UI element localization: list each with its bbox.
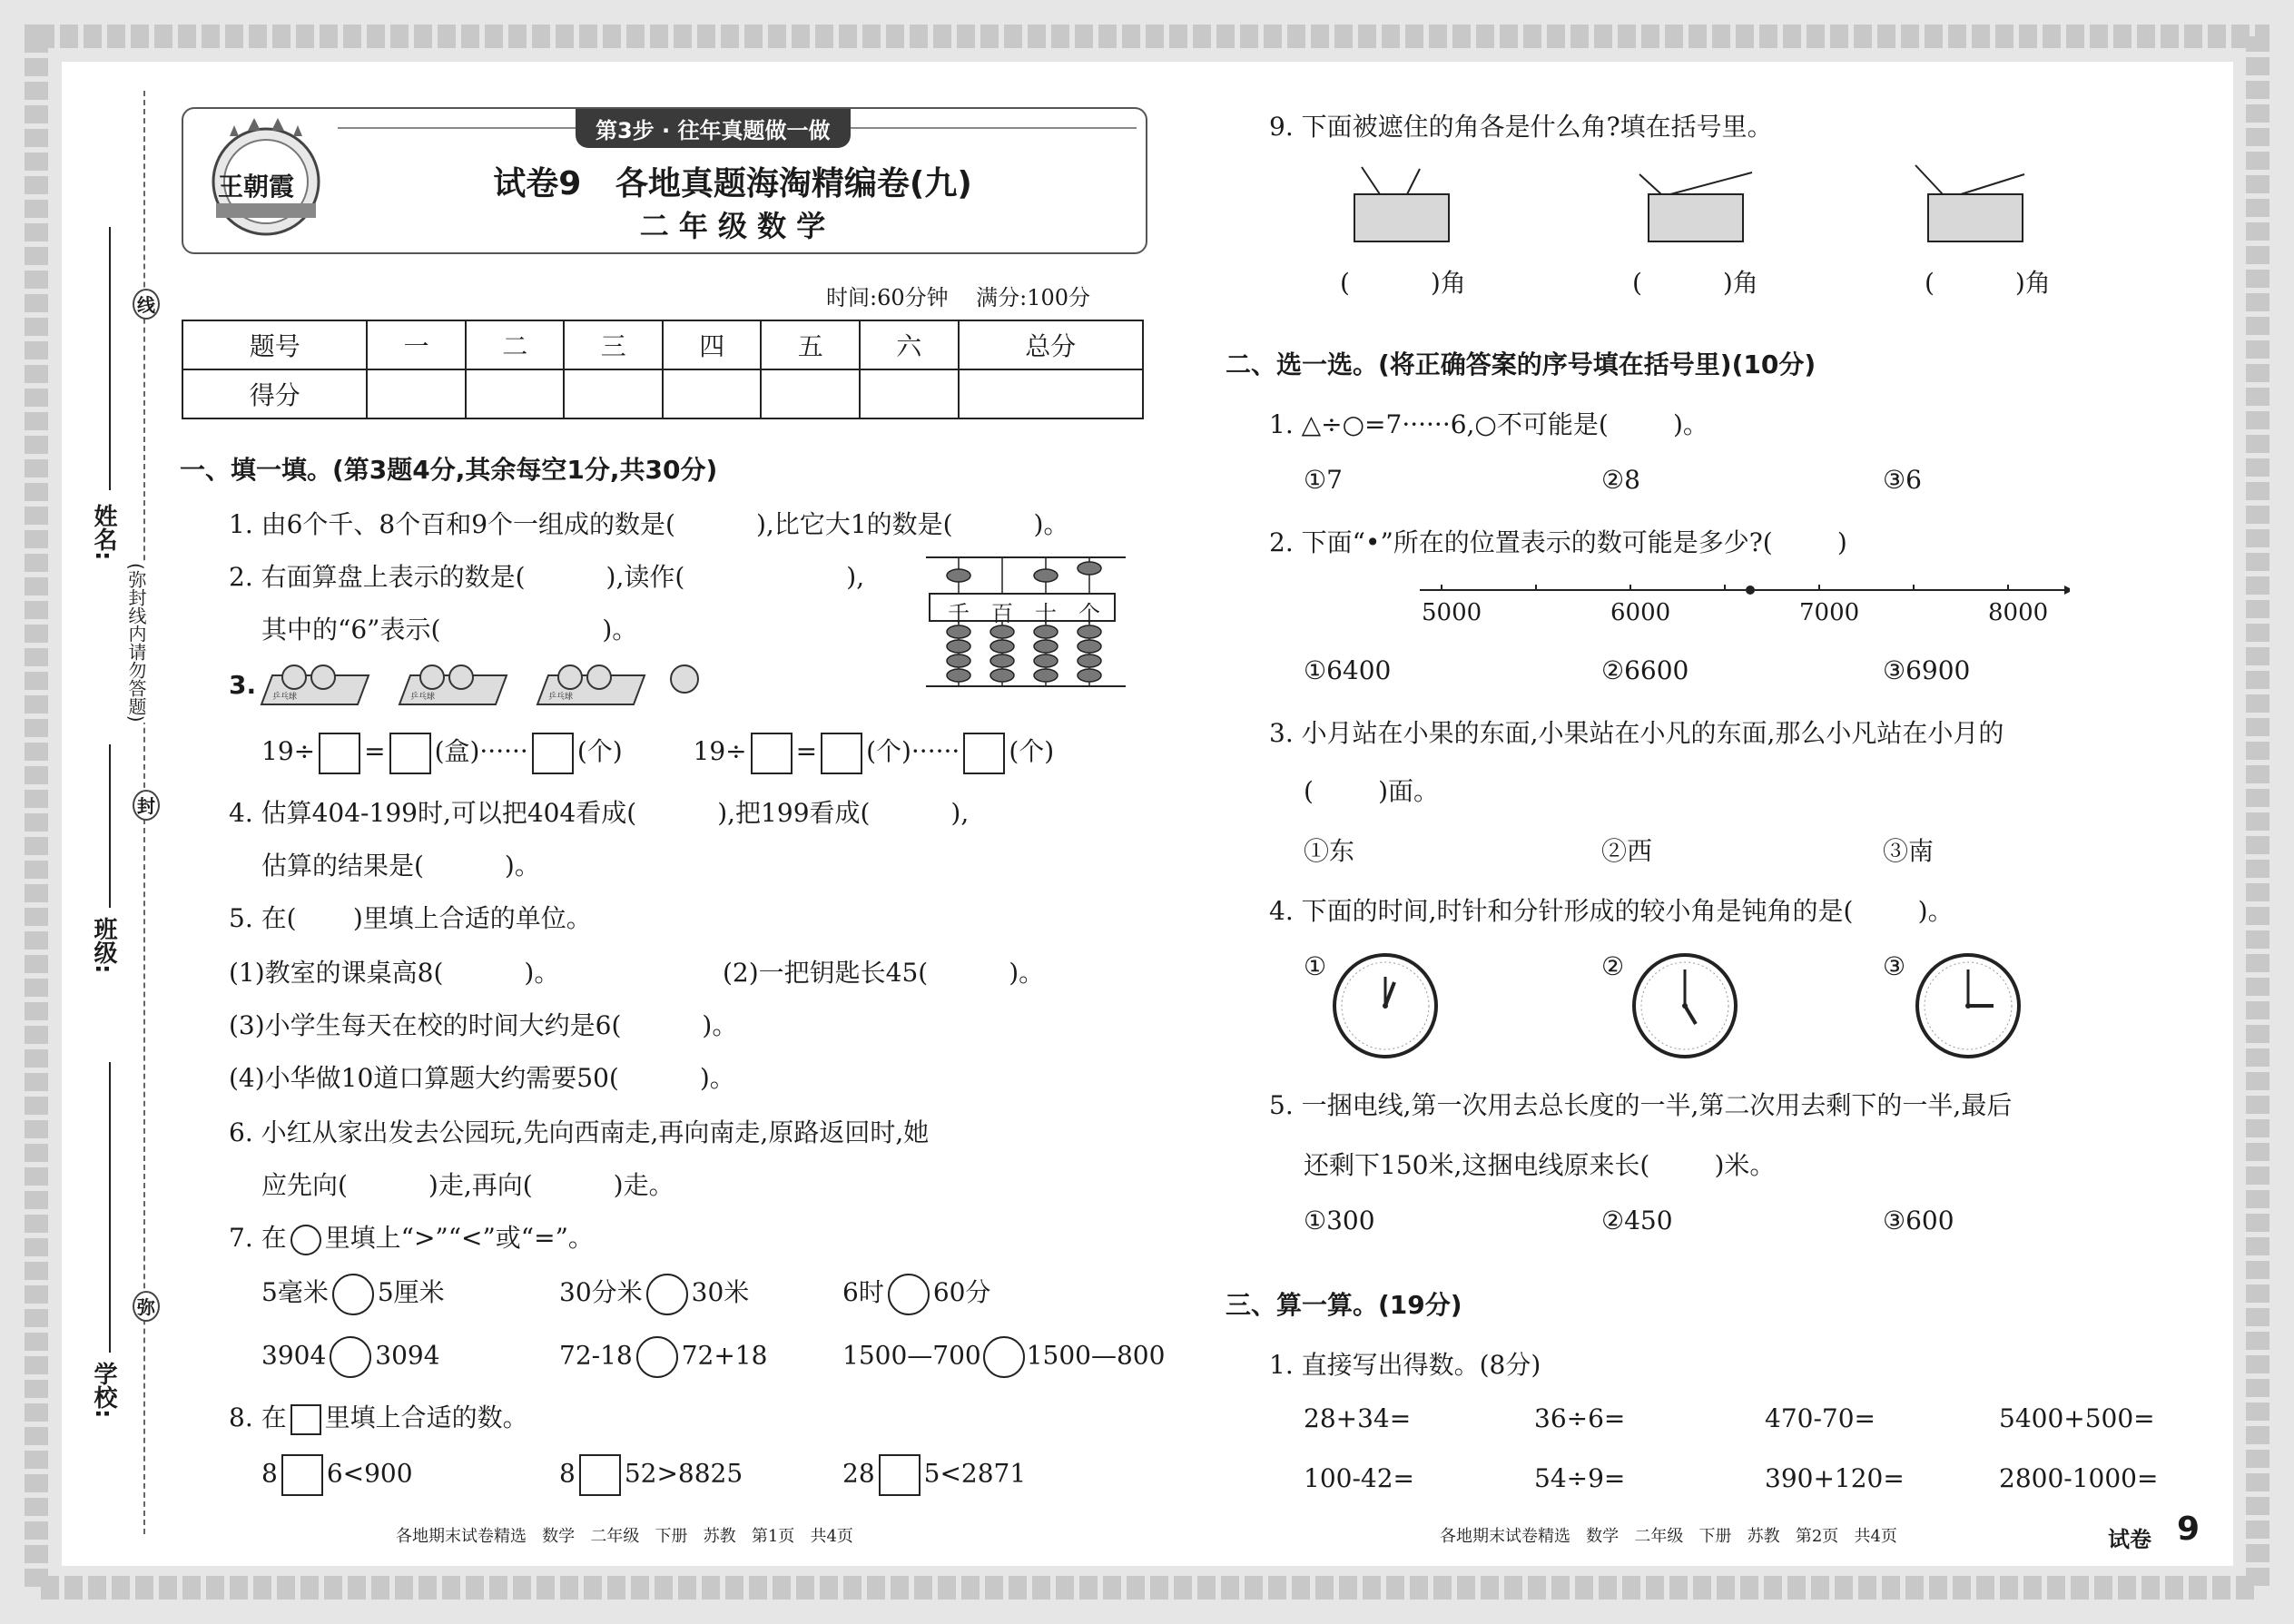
q5-item3: (3)小学生每天在校的时间大约是6( )。 — [229, 1010, 738, 1040]
q3-text: (个) — [1009, 736, 1055, 766]
q8-item — [842, 1454, 1026, 1496]
numline-label: 5000 — [1422, 599, 1482, 626]
hidden-angles-figure — [1353, 158, 2043, 249]
binding-name-label: 姓名: — [90, 504, 117, 561]
clock-icon — [1630, 951, 1739, 1060]
table-cell: 得分 — [182, 369, 367, 418]
q6-text: 6. 小红从家出发去公园玩,先向西南走,再向南走,原路返回时,她 — [229, 1117, 930, 1147]
table-cell: 六 — [860, 320, 959, 369]
option: ①7 — [1304, 465, 1343, 495]
footer-left: 各地期末试卷精选 数学 二年级 下册 苏教 第1页 共4页 — [396, 1527, 853, 1546]
abacus-label: 百 — [991, 601, 1013, 626]
q3-text: = — [795, 736, 818, 766]
q7-item — [842, 1336, 1165, 1378]
table-cell: 总分 — [959, 320, 1143, 369]
q3-text: = — [364, 736, 386, 766]
q7-item — [559, 1336, 767, 1378]
compare-circle[interactable] — [330, 1336, 371, 1378]
q7-right: 5厘米 — [377, 1277, 445, 1307]
school-line — [109, 1062, 111, 1353]
section2-title: 二、选一选。(将正确答案的序号填在括号里)(10分) — [1226, 349, 1816, 379]
table-cell: 三 — [564, 320, 663, 369]
q4-text-cont: 估算的结果是( )。 — [261, 851, 540, 881]
q7-left: 72-18 — [559, 1340, 633, 1371]
logo-text: 王朝霞 — [218, 172, 295, 202]
answer-box[interactable] — [281, 1454, 323, 1496]
name-line — [109, 227, 111, 490]
q5-item2: (2)一把钥匙长45( )。 — [723, 958, 1045, 988]
s2-q3-text: 3. 小月站在小果的东面,小果站在小凡的东面,那么小凡站在小月的 — [1269, 718, 2004, 748]
option: ①东 — [1304, 836, 1355, 866]
q7-item — [842, 1273, 990, 1315]
compare-circle[interactable] — [888, 1274, 930, 1315]
clock-label: ① — [1304, 951, 1327, 981]
q8-right: 6<900 — [326, 1458, 413, 1489]
square-symbol — [290, 1404, 321, 1435]
compare-circle[interactable] — [332, 1274, 374, 1315]
exam-header — [182, 107, 1147, 254]
q7-left: 1500—700 — [842, 1340, 981, 1371]
answer-box[interactable] — [532, 733, 574, 774]
table-cell: 一 — [367, 320, 466, 369]
q3-text: (盒)······ — [434, 736, 528, 766]
answer-box[interactable] — [579, 1454, 621, 1496]
q2-text: 2. 右面算盘上表示的数是( ),读作( ), — [229, 562, 865, 592]
box-label: 乒乓球 — [548, 693, 574, 702]
number-line — [1416, 577, 2070, 614]
footer-label: 试卷 — [2108, 1527, 2151, 1552]
table-row — [182, 320, 1143, 369]
calc-item: 390+120= — [1765, 1463, 1905, 1493]
s2-q4-text: 4. 下面的时间,时针和分针形成的较小角是钝角的是( )。 — [1269, 896, 1954, 926]
score-table — [182, 320, 1144, 419]
q8-right: 5<2871 — [923, 1458, 1027, 1489]
q5-item1: (1)教室的课桌高8( )。 — [229, 958, 560, 988]
answer-box[interactable] — [879, 1454, 921, 1496]
s2-q2-text: 2. 下面“•”所在的位置表示的数可能是多少?( ) — [1269, 527, 1847, 557]
step-badge: 第3步 · 往年真题做一做 — [576, 109, 851, 148]
q8-left: 28 — [842, 1458, 875, 1489]
q7-item — [261, 1273, 445, 1315]
q3-text: (个) — [576, 736, 623, 766]
numline-label: 8000 — [1988, 599, 2049, 626]
clock-icon — [1331, 951, 1440, 1060]
binding-xian: 线 — [133, 289, 160, 320]
calc-item: 54÷9= — [1534, 1463, 1626, 1493]
q7-right: 1500—800 — [1026, 1340, 1166, 1371]
calc-item: 5400+500= — [1999, 1403, 2155, 1433]
q9-answer: ( )角 — [1340, 268, 1466, 298]
q1-text: 1. 由6个千、8个百和9个一组成的数是( ),比它大1的数是( )。 — [229, 509, 1069, 539]
binding-warning: (弥封线内请勿答题) — [123, 563, 150, 723]
circle-symbol — [290, 1225, 321, 1255]
option: ③南 — [1883, 836, 1935, 866]
footer-page-number: 9 — [2177, 1511, 2200, 1548]
abacus-label: 十 — [1035, 601, 1057, 626]
binding-school-label: 学校: — [90, 1362, 117, 1419]
table-cell: 二 — [466, 320, 565, 369]
table-row — [182, 369, 1143, 418]
score-cell[interactable] — [860, 369, 959, 418]
score-cell[interactable] — [367, 369, 466, 418]
score-cell[interactable] — [564, 369, 663, 418]
q3-text: 19÷ — [693, 736, 747, 766]
compare-circle[interactable] — [646, 1274, 688, 1315]
q2-text-cont: 其中的“6”表示( )。 — [261, 615, 638, 645]
option: ②8 — [1601, 465, 1640, 495]
q7-left: 5毫米 — [261, 1277, 329, 1307]
answer-box[interactable] — [751, 733, 793, 774]
q7-text — [229, 1218, 594, 1255]
answer-box[interactable] — [319, 733, 360, 774]
option: ①6400 — [1304, 655, 1392, 685]
q9-answer: ( )角 — [1632, 268, 1758, 298]
s2-q5-text: 5. 一捆电线,第一次用去总长度的一半,第二次用去剩下的一半,最后 — [1269, 1090, 2013, 1120]
q7-right: 30米 — [691, 1277, 750, 1307]
numline-label: 7000 — [1799, 599, 1860, 626]
table-cell: 题号 — [182, 320, 367, 369]
clock-label: ② — [1601, 951, 1625, 981]
q7-right: 72+18 — [681, 1340, 768, 1371]
calc-item: 36÷6= — [1534, 1403, 1626, 1433]
section1-title: 一、填一填。(第3题4分,其余每空1分,共30分) — [180, 455, 718, 485]
q7-left: 3904 — [261, 1340, 327, 1371]
q9-answer: ( )角 — [1925, 268, 2051, 298]
table-cell: 四 — [663, 320, 762, 369]
option: ③6 — [1883, 465, 1922, 495]
s3-q1-text: 1. 直接写出得数。(8分) — [1269, 1350, 1541, 1380]
q8-left: 8 — [559, 1458, 576, 1489]
box-label: 乒乓球 — [410, 693, 436, 702]
calc-item: 100-42= — [1304, 1463, 1414, 1493]
option: ②6600 — [1601, 655, 1689, 685]
option: ③6900 — [1883, 655, 1971, 685]
answer-box[interactable] — [821, 733, 862, 774]
q7-lead: 7. 在 — [229, 1223, 287, 1253]
score-cell[interactable] — [761, 369, 860, 418]
numline-label: 6000 — [1610, 599, 1671, 626]
compare-circle[interactable] — [983, 1336, 1025, 1378]
answer-box[interactable] — [963, 733, 1005, 774]
q5-text: 5. 在( )里填上合适的单位。 — [229, 903, 592, 933]
footer-right: 各地期末试卷精选 数学 二年级 下册 苏教 第2页 共4页 — [1440, 1527, 1897, 1546]
score-cell[interactable] — [663, 369, 762, 418]
pingpong-boxes — [258, 661, 766, 708]
option: ②450 — [1601, 1206, 1673, 1235]
exam-subtitle: 二 年 级 数 学 — [639, 209, 826, 243]
q4-text: 4. 估算404-199时,可以把404看成( ),把199看成( ), — [229, 798, 970, 828]
box-label: 乒乓球 — [272, 693, 298, 702]
q9-text: 9. 下面被遮住的角各是什么角?填在括号里。 — [1269, 112, 1773, 142]
binding-feng: 封 — [133, 790, 160, 821]
clock-icon — [1914, 951, 2023, 1060]
q3-number: 3. — [229, 670, 257, 700]
q7-right: 60分 — [932, 1277, 991, 1307]
s2-q1-text: 1. △÷○=7······6,○不可能是( )。 — [1269, 409, 1708, 439]
brand-logo — [198, 118, 334, 240]
abacus-figure — [926, 550, 1126, 688]
binding-mi: 弥 — [133, 1291, 160, 1322]
q7-left: 30分米 — [559, 1277, 643, 1307]
q8-lead: 8. 在 — [229, 1403, 287, 1432]
calc-item: 2800-1000= — [1999, 1463, 2159, 1493]
q8-item — [261, 1454, 413, 1496]
calc-item: 28+34= — [1304, 1403, 1412, 1433]
binding-class-label: 班级: — [90, 917, 117, 974]
option: ③600 — [1883, 1206, 1954, 1235]
q6-text-cont: 应先向( )走,再向( )走。 — [261, 1170, 674, 1200]
q7-item — [559, 1273, 749, 1315]
abacus-label: 个 — [1078, 601, 1100, 626]
q8-tail: 里填上合适的数。 — [324, 1403, 528, 1432]
time-score-info: 时间:60分钟 满分:100分 — [826, 285, 1091, 310]
q5-item4: (4)小华做10道口算题大约需要50( )。 — [229, 1063, 735, 1093]
abacus-label: 千 — [948, 601, 970, 626]
q7-left: 6时 — [842, 1277, 884, 1307]
score-cell[interactable] — [466, 369, 565, 418]
answer-box[interactable] — [389, 733, 431, 774]
q3-text: (个)······ — [866, 736, 960, 766]
q3-text: 19÷ — [261, 736, 316, 766]
exam-title: 试卷9 各地真题海淘精编卷(九) — [493, 165, 972, 202]
q8-text — [229, 1398, 528, 1435]
q3-line1 — [261, 732, 1054, 774]
calc-item: 470-70= — [1765, 1403, 1876, 1433]
q7-tail: 里填上“>”“<”或“=”。 — [324, 1223, 594, 1253]
option: ①300 — [1304, 1206, 1375, 1235]
option: ②西 — [1601, 836, 1653, 866]
clock-label: ③ — [1883, 951, 1906, 981]
q8-left: 8 — [261, 1458, 278, 1489]
class-line — [109, 744, 111, 908]
q8-item — [559, 1454, 743, 1496]
q7-item — [261, 1336, 440, 1378]
q8-right: 52>8825 — [624, 1458, 743, 1489]
s2-q5-text-cont: 还剩下150米,这捆电线原来长( )米。 — [1304, 1150, 1776, 1180]
score-cell[interactable] — [959, 369, 1143, 418]
s2-q3-text-cont: ( )面。 — [1304, 776, 1440, 806]
table-cell: 五 — [761, 320, 860, 369]
compare-circle[interactable] — [636, 1336, 678, 1378]
section3-title: 三、算一算。(19分) — [1226, 1290, 1462, 1320]
q7-right: 3094 — [375, 1340, 440, 1371]
